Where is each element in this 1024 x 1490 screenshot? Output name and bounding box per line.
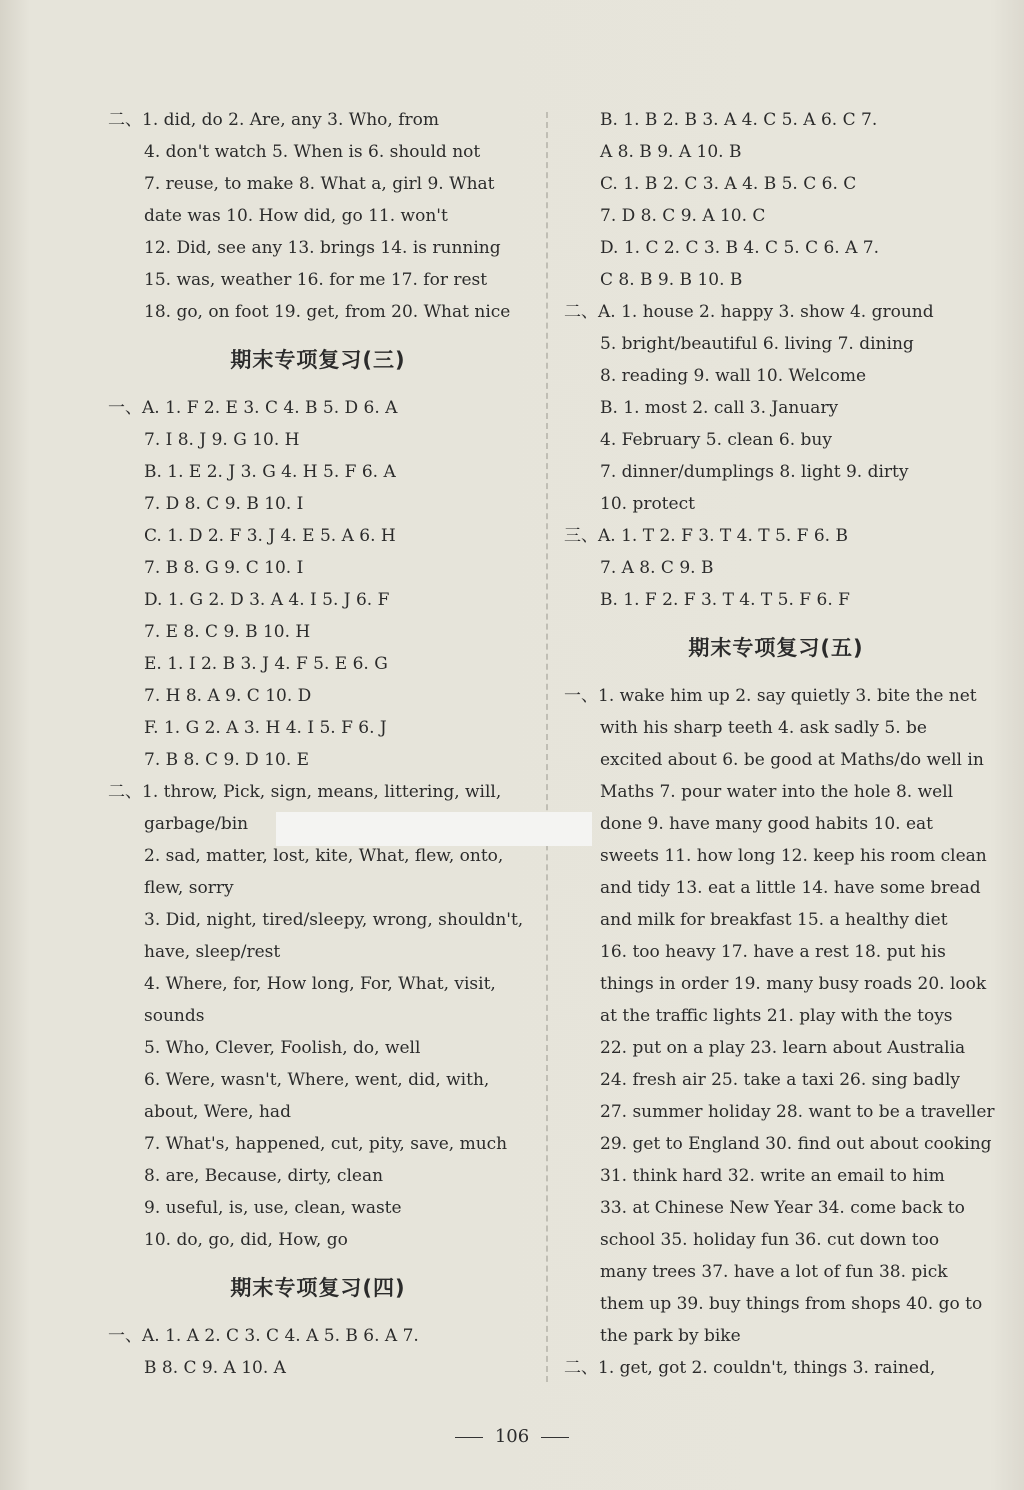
answer-line: 7. H 8. A 9. C 10. D [144, 686, 312, 706]
answer-line: B. 1. B 2. B 3. A 4. C 5. A 6. C 7. [600, 110, 878, 130]
answer-line: F. 1. G 2. A 3. H 4. I 5. F 6. J [144, 718, 387, 738]
answer-line: 7. D 8. C 9. B 10. I [144, 494, 304, 514]
answer-line: 22. put on a play 23. learn about Australia [600, 1038, 966, 1058]
answer-line: done 9. have many good habits 10. eat [600, 814, 933, 834]
answer-line: 一、1. wake him up 2. say quietly 3. bite the net [564, 686, 977, 706]
answer-line: things in order 19. many busy roads 20. look [600, 974, 987, 994]
answer-line: 8. are, Because, dirty, clean [144, 1166, 384, 1186]
answer-line: 4. don't watch 5. When is 6. should not [144, 142, 481, 162]
section-title: 期末专项复习(三) [230, 348, 406, 372]
section-title: 期末专项复习(四) [230, 1276, 406, 1300]
answer-line: 5. bright/beautiful 6. living 7. dining [600, 334, 914, 354]
answer-line: B 8. C 9. A 10. A [144, 1358, 286, 1378]
answer-line: 18. go, on foot 19. get, from 20. What nice [144, 302, 511, 322]
answer-line: E. 1. I 2. B 3. J 4. F 5. E 6. G [144, 654, 388, 674]
answer-line: 7. E 8. C 9. B 10. H [144, 622, 311, 642]
answer-line: with his sharp teeth 4. ask sadly 5. be [600, 718, 927, 738]
answer-line: C 8. B 9. B 10. B [600, 270, 743, 290]
answer-line: 7. B 8. C 9. D 10. E [144, 750, 310, 770]
footer-dash-right [541, 1437, 569, 1438]
page-number-footer [0, 1426, 1024, 1447]
answer-line: Maths 7. pour water into the hole 8. well [600, 782, 954, 802]
answer-line: C. 1. B 2. C 3. A 4. B 5. C 6. C [600, 174, 857, 194]
page-number: 106 [494, 1426, 530, 1447]
answer-line: have, sleep/rest [144, 942, 281, 962]
answer-line: 16. too heavy 17. have a rest 18. put his [600, 942, 946, 962]
answer-line: 12. Did, see any 13. brings 14. is running [144, 238, 501, 258]
redaction-box [276, 812, 592, 846]
answer-line: 5. Who, Clever, Foolish, do, well [144, 1038, 421, 1058]
answer-line: 二、1. throw, Pick, sign, means, littering, will, [108, 782, 502, 802]
answer-line: at the traffic lights 21. play with the toys [600, 1006, 953, 1026]
answer-line: 6. Were, wasn't, Where, went, did, with, [144, 1070, 490, 1090]
answer-line: C. 1. D 2. F 3. J 4. E 5. A 6. H [144, 526, 396, 546]
answer-line: and tidy 13. eat a little 14. have some bread [600, 878, 981, 898]
answer-line: 三、A. 1. T 2. F 3. T 4. T 5. F 6. B [564, 526, 848, 546]
answer-line: and milk for breakfast 15. a healthy diet [600, 910, 948, 930]
answer-line: garbage/bin [144, 814, 249, 834]
answer-line: 7. What's, happened, cut, pity, save, much [144, 1134, 508, 1154]
answer-line: 10. do, go, did, How, go [144, 1230, 348, 1250]
answer-line: 29. get to England 30. find out about cooking [600, 1134, 992, 1154]
answer-line: B. 1. E 2. J 3. G 4. H 5. F 6. A [144, 462, 396, 482]
answer-line: 7. dinner/dumplings 8. light 9. dirty [600, 462, 909, 482]
answer-line: 7. reuse, to make 8. What a, girl 9. What [144, 174, 495, 194]
answer-line: many trees 37. have a lot of fun 38. pick [600, 1262, 948, 1282]
answer-line: 3. Did, night, tired/sleepy, wrong, shouldn't, [144, 910, 524, 930]
answer-line: B. 1. F 2. F 3. T 4. T 5. F 6. F [600, 590, 850, 610]
answer-line: 二、1. get, got 2. couldn't, things 3. rained, [564, 1358, 936, 1378]
answer-line: 一、A. 1. A 2. C 3. C 4. A 5. B 6. A 7. [108, 1326, 419, 1346]
answer-line: 4. Where, for, How long, For, What, visit, [144, 974, 496, 994]
right-column [564, 104, 995, 1384]
answer-line: sweets 11. how long 12. keep his room clean [600, 846, 987, 866]
answer-line: sounds [144, 1006, 205, 1026]
answer-line: 7. A 8. C 9. B [600, 558, 714, 578]
answer-line: 33. at Chinese New Year 34. come back to [600, 1198, 965, 1218]
left-column [108, 104, 528, 1384]
answer-line: 9. useful, is, use, clean, waste [144, 1198, 402, 1218]
answer-line: 10. protect [600, 494, 695, 514]
answer-line: date was 10. How did, go 11. won't [144, 206, 448, 226]
section-title: 期末专项复习(五) [688, 636, 864, 660]
answer-line: 二、A. 1. house 2. happy 3. show 4. ground [564, 302, 934, 322]
answer-line: 4. February 5. clean 6. buy [600, 430, 832, 450]
answer-line: 7. I 8. J 9. G 10. H [144, 430, 300, 450]
answer-line: 一、A. 1. F 2. E 3. C 4. B 5. D 6. A [108, 398, 398, 418]
answer-line: A 8. B 9. A 10. B [600, 142, 742, 162]
answer-line: 15. was, weather 16. for me 17. for rest [144, 270, 488, 290]
column-divider [546, 112, 548, 1382]
answer-line: excited about 6. be good at Maths/do well in [600, 750, 984, 770]
answer-line: flew, sorry [144, 878, 234, 898]
answer-line: B. 1. most 2. call 3. January [600, 398, 839, 418]
answer-line: 2. sad, matter, lost, kite, What, flew, onto, [144, 846, 504, 866]
answer-line: D. 1. C 2. C 3. B 4. C 5. C 6. A 7. [600, 238, 880, 258]
answer-line: 7. D 8. C 9. A 10. C [600, 206, 766, 226]
answer-line: school 35. holiday fun 36. cut down too [600, 1230, 940, 1250]
answer-line: 24. fresh air 25. take a taxi 26. sing badly [600, 1070, 960, 1090]
answer-line: 二、1. did, do 2. Are, any 3. Who, from [108, 110, 440, 130]
answer-line: them up 39. buy things from shops 40. go to [600, 1294, 983, 1314]
answer-line: D. 1. G 2. D 3. A 4. I 5. J 6. F [144, 590, 390, 610]
answer-line: the park by bike [600, 1326, 741, 1346]
answer-line: 27. summer holiday 28. want to be a traveller [600, 1102, 995, 1122]
answer-line: about, Were, had [144, 1102, 291, 1122]
footer-dash-left [455, 1437, 483, 1438]
answer-line: 8. reading 9. wall 10. Welcome [600, 366, 867, 386]
answer-line: 31. think hard 32. write an email to him [600, 1166, 945, 1186]
answer-line: 7. B 8. G 9. C 10. I [144, 558, 304, 578]
